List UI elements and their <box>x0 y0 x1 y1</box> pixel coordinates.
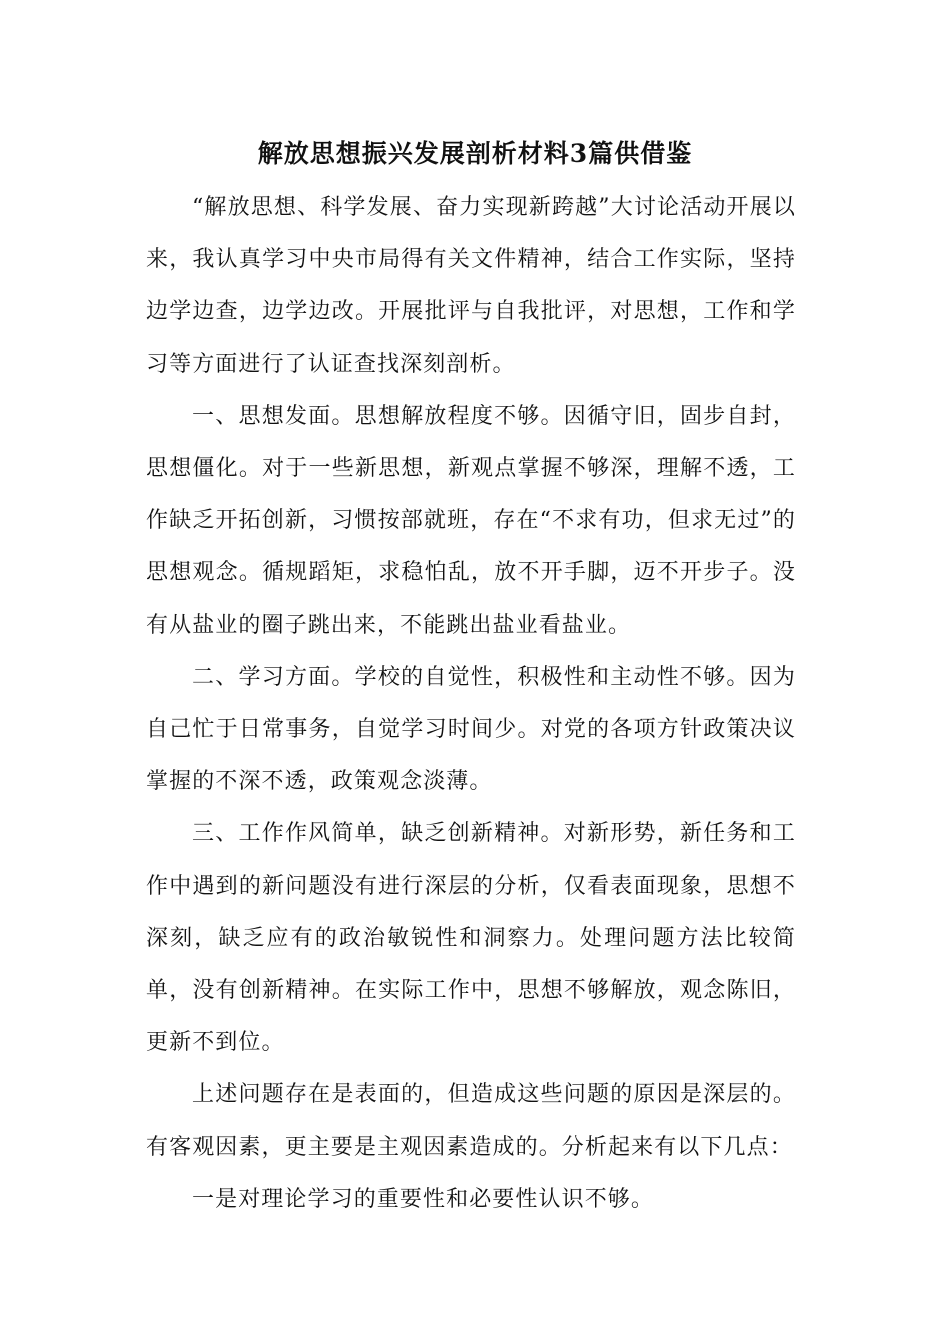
paragraph-point-one: 一是对理论学习的重要性和必要性认识不够。 <box>192 1186 655 1212</box>
paragraph-work-style: 三、工作作风简单，缺乏创新精神。对新形势，新任务和工作中遇到的新问题没有进行深层的分析，仅看表面现象，思想不深刻，缺乏应有的政治敏锐性和洞察力。处理问题方法比较简单，没有创新精神。在实际工作中，思想不够解放，观念陈旧，更新不到位。 <box>146 821 796 1056</box>
paragraph-intro: “解放思想、科学发展、奋力实现新跨越”大讨论活动开展以来，我认真学习中央市局得有关文件精神，结合工作实际，坚持边学边查，边学边改。开展批评与自我批评，对思想，工作和学习等方面进行了认证查找深刻剖析。 <box>146 195 796 377</box>
paragraph-analysis: 上述问题存在是表面的，但造成这些问题的原因是深层的。有客观因素，更主要是主观因素造成的。分析起来有以下几点： <box>146 1082 796 1160</box>
paragraph-study: 二、学习方面。学校的自觉性，积极性和主动性不够。因为自己忙于日常事务，自觉学习时间少。对党的各项方针政策决议掌握的不深不透，政策观念淡薄。 <box>146 664 796 795</box>
paragraph-thinking: 一、思想发面。思想解放程度不够。因循守旧，固步自封，思想僵化。对于一些新思想，新观点掌握不够深，理解不透，工作缺乏开拓创新，习惯按部就班，存在“不求有功，但求无过”的思想观念。循规蹈矩，求稳怕乱，放不开手脚，迈不开步子。没有从盐业的圈子跳出来，不能跳出盐业看盐业。 <box>146 403 796 638</box>
document-title: 解放思想振兴发展剖析材料3篇供借鉴 <box>257 139 693 168</box>
document-body <box>146 182 796 1226</box>
